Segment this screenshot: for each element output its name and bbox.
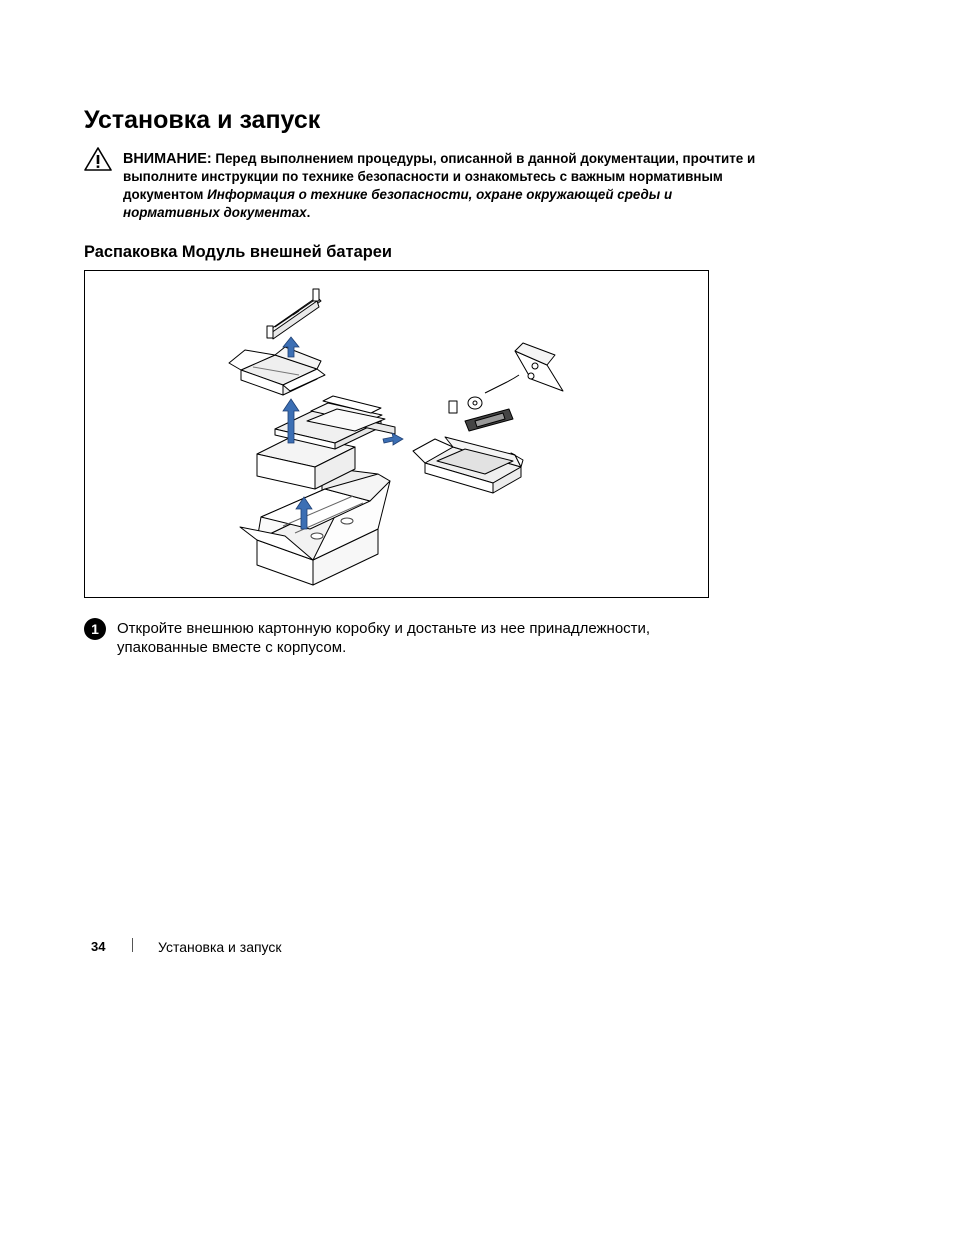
warning-body: Перед выполнением процедуры, описанной в данной документации, прочтите и выполните инструкции по технике безопасности и ознакомьтесь с важным нормативным документом	[123, 151, 756, 202]
step-number-badge: 1	[84, 618, 106, 640]
warning-notice	[123, 150, 763, 222]
warning-document-title: Информация о технике безопасности, охране окружающей среды и нормативных документах	[123, 187, 673, 220]
rail-kit	[267, 289, 321, 339]
warning-end: .	[306, 205, 311, 220]
footer-divider	[132, 938, 133, 952]
unpacking-figure	[84, 270, 709, 598]
warning-label: ВНИМАНИЕ:	[123, 151, 212, 167]
warning-triangle-icon	[84, 147, 112, 171]
top-accessory-box	[229, 347, 325, 395]
unpacking-illustration	[85, 271, 708, 597]
right-accessory-box	[413, 437, 523, 493]
accessory-items	[449, 343, 563, 431]
section-heading: Распаковка Модуль внешней батареи	[84, 243, 392, 261]
page-title: Установка и запуск	[84, 106, 321, 134]
footer-page-number: 34	[91, 939, 106, 954]
footer-section-title: Установка и запуск	[158, 939, 282, 955]
step-instruction: Откройте внешнюю картонную коробку и достаньте из нее принадлежности, упакованные вместе с корпусом.	[117, 620, 651, 656]
